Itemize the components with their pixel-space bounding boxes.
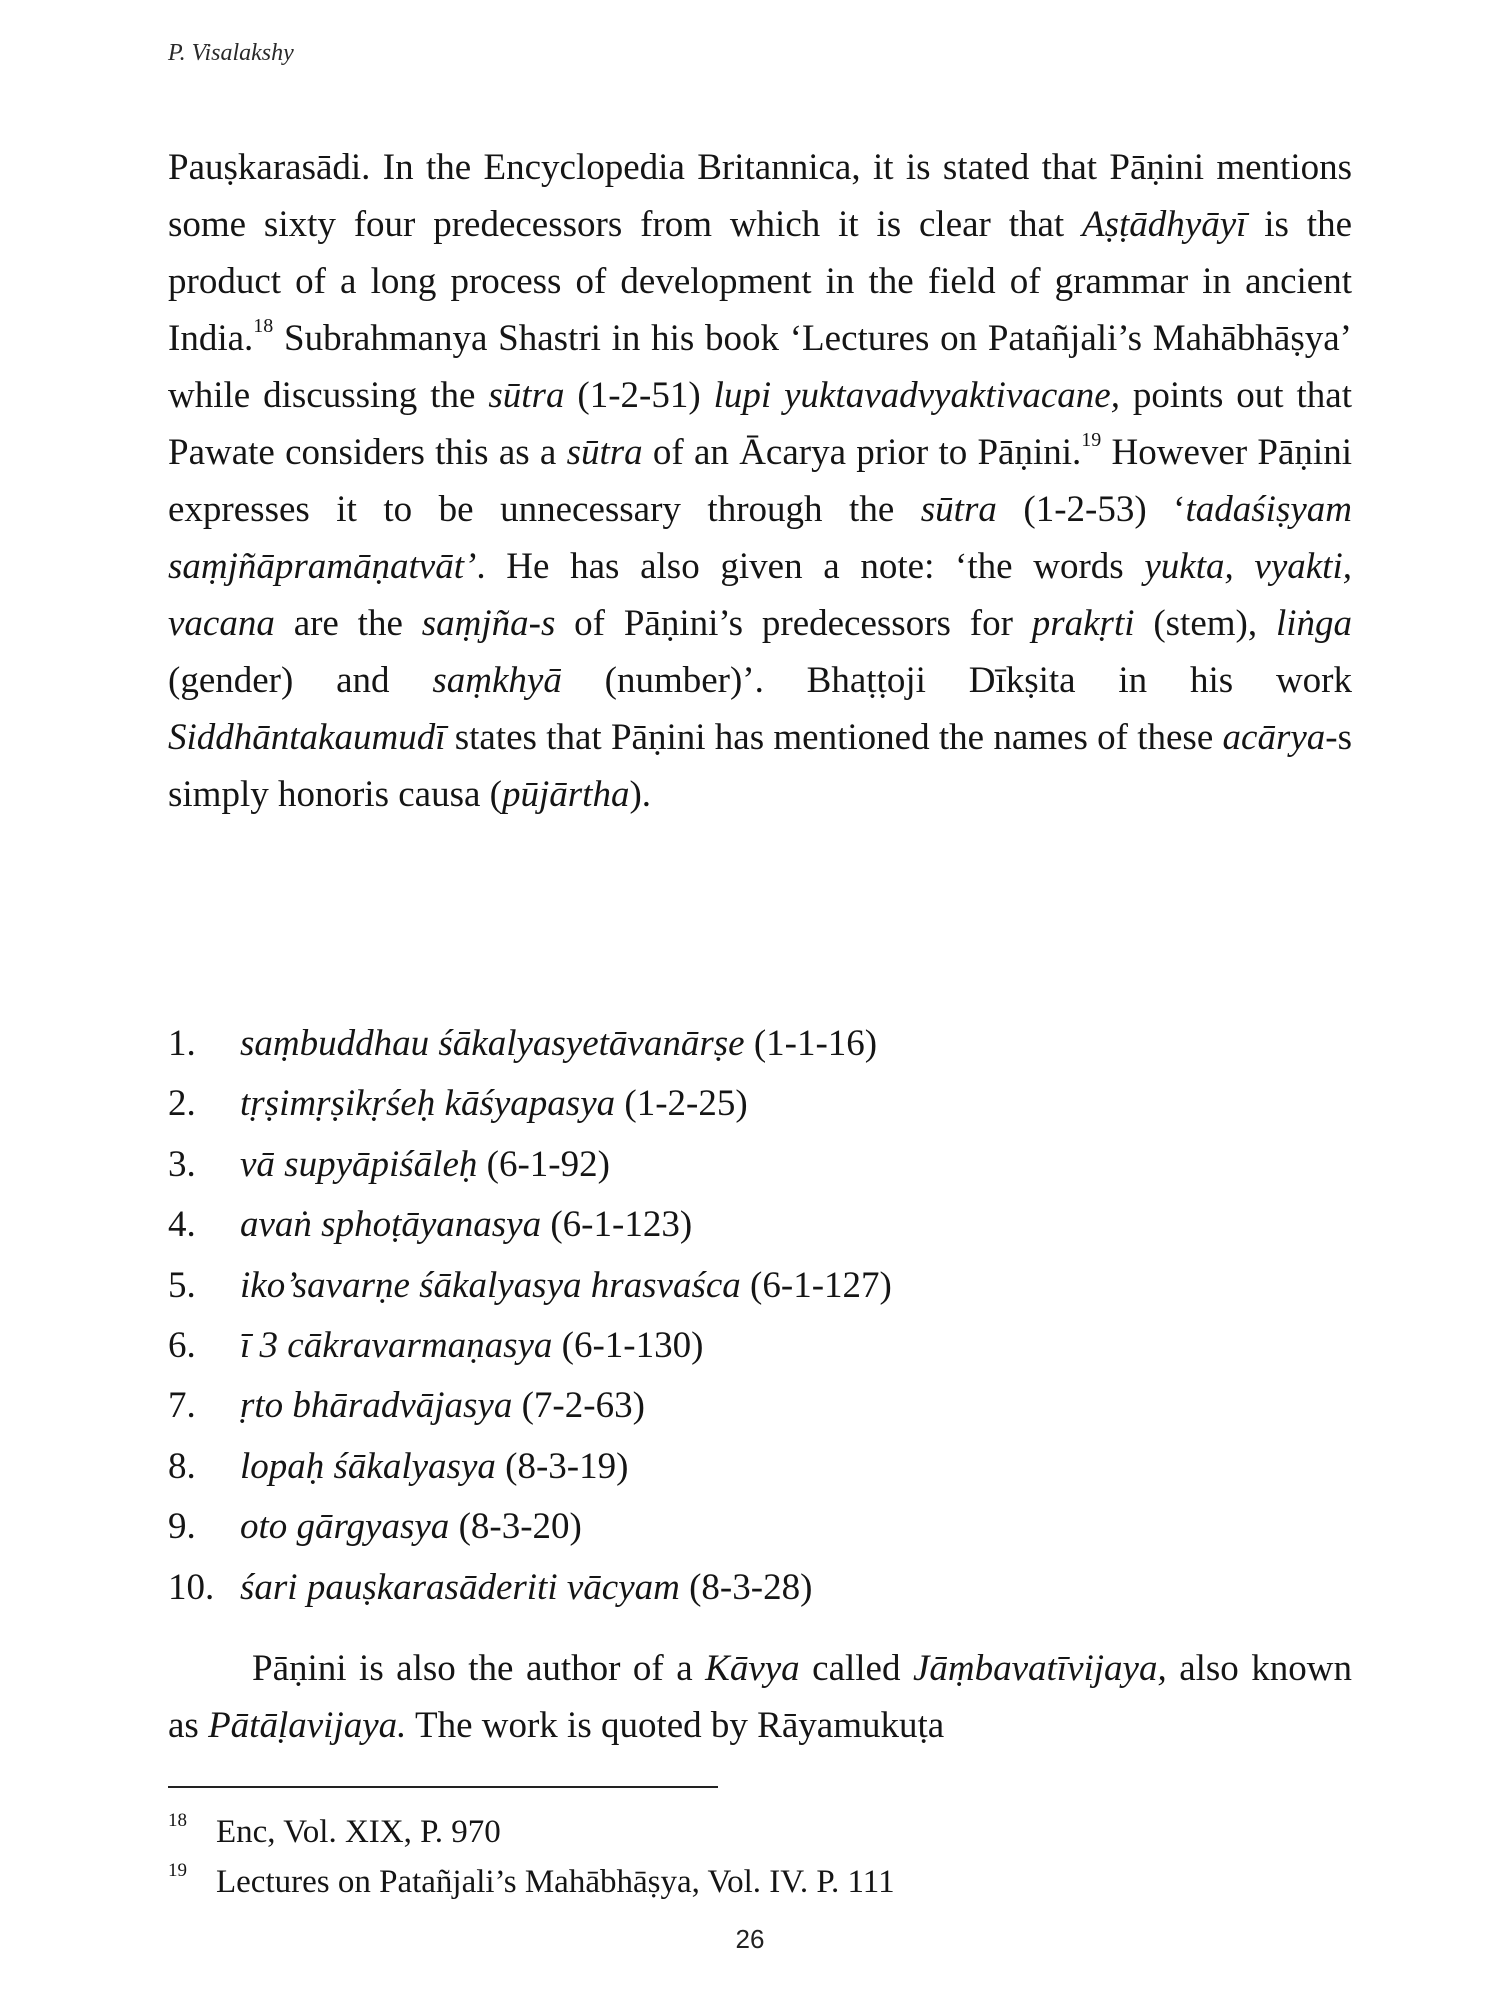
italic-term: saṃkhyā — [432, 660, 562, 701]
sutra-ref: (1-1-16) — [744, 1023, 878, 1064]
footnote-18 — [168, 1812, 501, 1852]
italic-term: Aṣṭādhyāyī — [1082, 204, 1247, 245]
italic-term: liṅga — [1275, 603, 1352, 644]
sutra-text: iko’savarṇe śākalyasya hrasvaśca — [240, 1264, 741, 1306]
sutra-text: śari pauṣkarasāderiti vācyam — [240, 1566, 680, 1608]
list-item — [168, 1135, 1352, 1195]
item-number: 4. — [168, 1204, 196, 1246]
final-paragraph — [168, 1640, 1352, 1754]
text-run: is the product of a long process of development in the field of grammar in ancient India. — [168, 204, 1352, 359]
item-number: 3. — [168, 1143, 196, 1185]
page-number: 26 — [735, 1924, 765, 1954]
text-run: states that Pāṇini has mentioned the names of these — [445, 717, 1223, 758]
sutra-text: avaṅ sphoṭāyanasya — [240, 1204, 542, 1246]
italic-term: acārya — [1222, 717, 1326, 758]
text-run: called — [799, 1648, 913, 1689]
text-run: -s simply honoris causa ( — [168, 717, 1352, 815]
list-item — [168, 1497, 1352, 1557]
text-run: of an Ācarya prior to Pāṇini. — [642, 432, 1082, 473]
italic-term: prakṛti — [1031, 603, 1135, 644]
sutra-list — [168, 1014, 1352, 1618]
list-item — [168, 1256, 1352, 1316]
running-header-author: P. Visalakshy — [168, 40, 294, 66]
italic-term: pūjārtha — [501, 774, 630, 815]
sutra-ref: (6-1-123) — [541, 1204, 693, 1246]
italic-term: saṃjña-s — [421, 603, 556, 644]
list-item — [168, 1437, 1352, 1497]
sutra-ref: (6-1-92) — [477, 1143, 610, 1185]
text-run: Subrahmanya Shastri in his book ‘Lectures on Patañjali’s Mahābhāṣya’ while discussing the — [168, 318, 1352, 416]
text-run: Pauṣkarasādi. In the Encyclopedia Britannica, it is stated that Pāṇini mentions some sixty four predecessors from which it is clear that — [168, 147, 1352, 245]
item-number: 9. — [168, 1506, 196, 1548]
sutra-ref: (7-2-63) — [512, 1385, 645, 1427]
list-item — [168, 1558, 1352, 1618]
text-run: (1-2-53) ‘ — [996, 489, 1186, 530]
text-run: (gender) and — [168, 660, 433, 701]
main-paragraph — [168, 139, 1352, 823]
italic-term: tadaśiṣyam saṃjñāpramāṇatvāt’ — [168, 489, 1352, 587]
item-number: 10. — [168, 1566, 215, 1608]
text-run: Pāṇini is also the author of a — [252, 1648, 706, 1689]
item-number: 2. — [168, 1083, 196, 1125]
footnote-divider — [168, 1786, 718, 1788]
text-run: . He has also given a note: ‘the words — [476, 546, 1145, 587]
sutra-text: saṃbuddhau śākalyasyetāvanārṣe — [240, 1023, 745, 1064]
italic-term: Jāṃbavatīvijaya, — [912, 1648, 1167, 1689]
italic-term: sūtra — [488, 375, 565, 416]
list-item — [168, 1316, 1352, 1376]
item-number: 8. — [168, 1445, 196, 1487]
item-number: 5. — [168, 1264, 196, 1306]
text-run: (1-2-51) — [564, 375, 714, 416]
item-number: 1. — [168, 1023, 196, 1064]
footnote-19 — [168, 1862, 895, 1902]
footnote-ref-18[interactable]: 18 — [253, 315, 274, 337]
footnote-marker: 19 — [168, 1860, 187, 1881]
sutra-ref: (6-1-127) — [740, 1264, 892, 1306]
text-run: (number)’. Bhaṭṭoji Dīkṣita in his work — [561, 660, 1353, 701]
sutra-text: lopaḥ śākalyasya — [240, 1445, 496, 1487]
italic-term: sūtra — [920, 489, 997, 530]
italic-term: Kāvya — [705, 1648, 800, 1689]
text-run: ). — [629, 774, 652, 815]
sutra-text: ī 3 cākravarmaṇasya — [240, 1325, 553, 1367]
sutra-text: ṛto bhāradvājasya — [240, 1385, 513, 1427]
list-item — [168, 1074, 1352, 1134]
footnote-text: Lectures on Patañjali’s Mahābhāṣya, Vol. IV. P. 111 — [216, 1864, 895, 1900]
list-item — [168, 1195, 1352, 1255]
sutra-ref: (8-3-19) — [495, 1445, 629, 1487]
sutra-text: vā supyāpiśāleḥ — [240, 1143, 478, 1185]
item-number: 6. — [168, 1325, 196, 1367]
sutra-text: oto gārgyasya — [240, 1506, 450, 1548]
text-run: (stem), — [1134, 603, 1276, 644]
italic-term: yukta, vyakti, vacana — [168, 546, 1352, 644]
text-run: of Pāṇini’s predecessors for — [555, 603, 1032, 644]
sutra-ref: (8-3-28) — [679, 1566, 813, 1608]
list-item — [168, 1376, 1352, 1436]
sutra-ref: (8-3-20) — [449, 1506, 582, 1548]
text-run: However Pāṇini expresses it to be unnecessary through the — [168, 432, 1352, 530]
text-run: The work is quoted by Rāyamukuṭa — [406, 1705, 945, 1746]
footnote-ref-19[interactable]: 19 — [1081, 429, 1102, 451]
text-run: points out that Pawate considers this as a — [168, 375, 1352, 473]
text-run: are the — [274, 603, 422, 644]
footnote-marker: 18 — [168, 1810, 187, 1831]
sutra-ref: (6-1-130) — [552, 1325, 704, 1367]
sutra-text: tṛṣimṛṣikṛśeḥ kāśyapasya — [240, 1083, 616, 1125]
italic-term: Pātāḷavijaya. — [208, 1705, 407, 1746]
item-number: 7. — [168, 1385, 196, 1427]
list-item — [168, 1014, 1352, 1074]
italic-term: Siddhāntakaumudī — [168, 717, 446, 758]
footnote-text: Enc, Vol. XIX, P. 970 — [216, 1814, 501, 1850]
italic-term: lupi yuktavadvyaktivacane, — [713, 375, 1120, 416]
text-run: also known as — [168, 1648, 1353, 1746]
sutra-ref: (1-2-25) — [615, 1083, 748, 1125]
italic-term: sūtra — [566, 432, 643, 473]
